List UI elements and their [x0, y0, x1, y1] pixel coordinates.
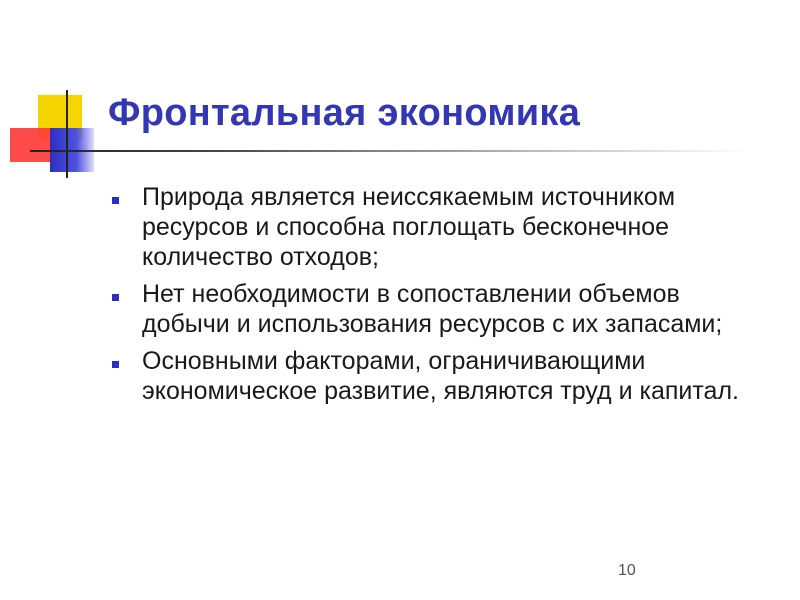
square-bullet-icon: [112, 197, 119, 204]
square-bullet-icon: [112, 361, 119, 368]
bullet-list: [112, 182, 772, 413]
square-bullet-icon: [112, 294, 119, 301]
bullet-text: Природа является неиссякаемым источником ресурсов и способна поглощать бесконечное количество отходов;: [142, 183, 676, 271]
bullet-text: Нет необходимости в сопоставлении объемов добычи и использования ресурсов с их запасами;: [142, 280, 723, 338]
bullet-item: [112, 346, 772, 406]
slide-number: 10: [618, 562, 636, 579]
bullet-text: Основными факторами, ограничивающими экономическое развитие, являются труд и капитал.: [142, 347, 739, 405]
title-underline: [30, 150, 750, 152]
decorative-vertical-line: [66, 90, 68, 178]
bullet-item: [112, 182, 772, 272]
bullet-item: [112, 279, 772, 339]
slide-title: Фронтальная экономика: [108, 92, 581, 134]
